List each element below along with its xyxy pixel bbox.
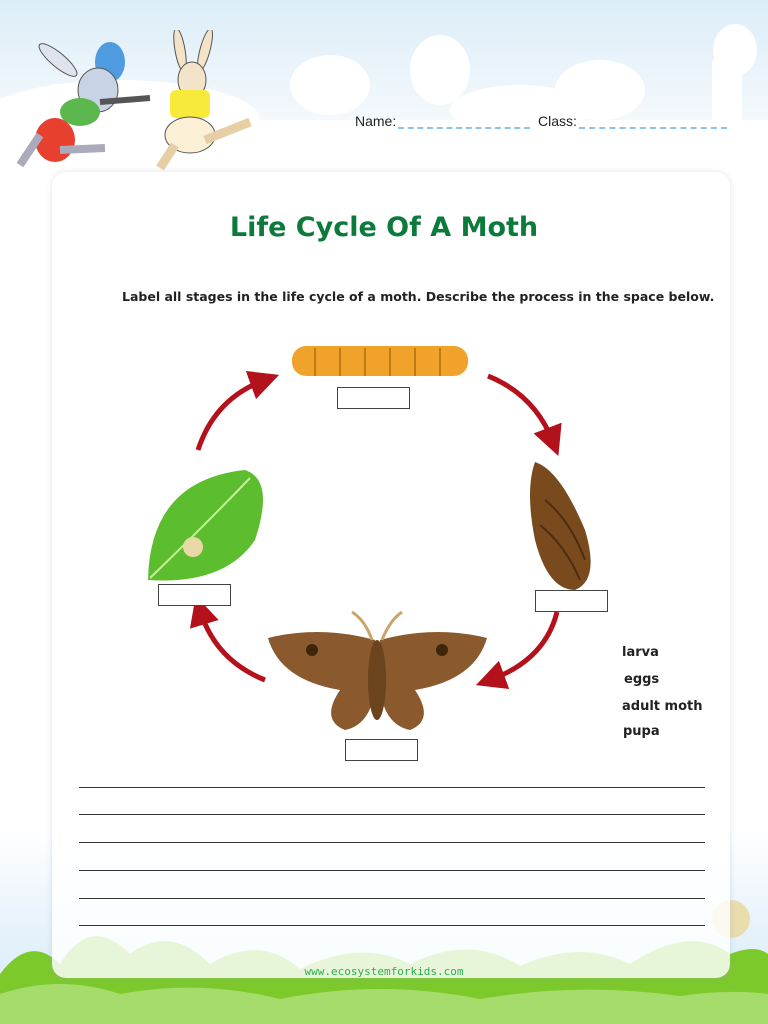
writing-line[interactable]: [79, 898, 705, 899]
word-bank-item: larva: [622, 645, 659, 660]
word-bank-item: eggs: [624, 672, 660, 687]
writing-line[interactable]: [79, 870, 705, 871]
arrow-icon: [200, 610, 265, 680]
writing-line[interactable]: [79, 842, 705, 843]
writing-line[interactable]: [79, 787, 705, 788]
footer-url: www.ecosystemforkids.com: [304, 965, 464, 978]
page-title: Life Cycle Of A Moth: [229, 212, 539, 243]
name-label: Name:: [355, 113, 397, 129]
eggs-answer-box[interactable]: [158, 584, 231, 606]
arrow-icon: [488, 376, 553, 442]
pupa-answer-box[interactable]: [535, 590, 608, 612]
leaf-with-eggs-illustration: [148, 470, 263, 581]
arrow-icon: [198, 380, 265, 450]
adult-answer-box[interactable]: [345, 739, 418, 761]
instruction-text: Label all stages in the life cycle of a moth. Describe the process in the space below.: [122, 289, 715, 304]
larva-answer-box[interactable]: [337, 387, 410, 409]
class-label: Class:: [538, 113, 577, 129]
word-bank-item: adult moth: [622, 699, 703, 714]
adult-moth-illustration: [268, 612, 487, 730]
pupa-illustration: [530, 462, 591, 590]
caterpillar-illustration: [292, 346, 468, 376]
arrow-icon: [490, 612, 557, 680]
word-bank-item: pupa: [623, 724, 660, 739]
writing-line[interactable]: [79, 925, 705, 926]
writing-line[interactable]: [79, 814, 705, 815]
